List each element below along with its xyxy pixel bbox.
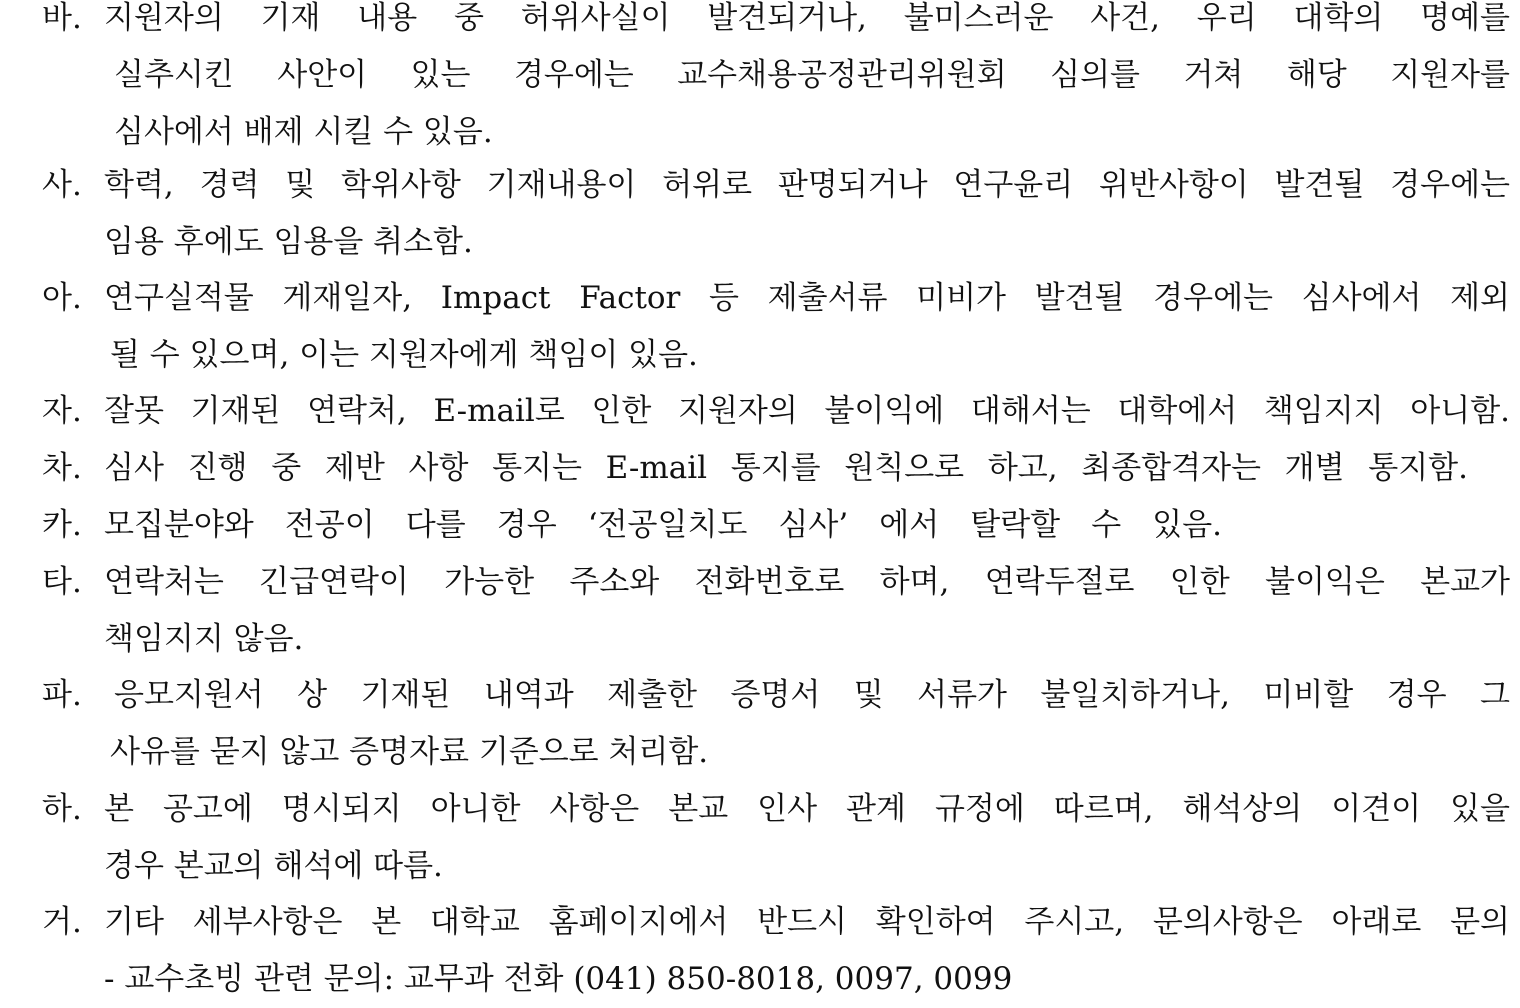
item-text-line: 사유를 묻지 않고 증명자료 기준으로 처리함. — [110, 734, 709, 770]
item-text-line: 응모지원서 상 기재된 내역과 제출한 증명서 및 서류가 불일치하거나, 미비할 경우 그 — [114, 677, 1510, 713]
list-item — [42, 894, 1510, 1008]
list-item — [42, 781, 1510, 895]
item-text-line: 될 수 있으며, 이는 지원자에게 책임이 있음. — [110, 337, 698, 373]
list-item — [42, 270, 1510, 384]
item-text-line: 심사에서 배제 시킬 수 있음. — [114, 114, 493, 150]
item-text-line: 연락처는 긴급연락이 가능한 주소와 전화번호로 하며, 연락두절로 인한 불이익은 본교가 — [104, 564, 1510, 600]
list-item — [42, 440, 1510, 497]
list-item — [42, 554, 1510, 668]
item-marker: 사. — [42, 167, 82, 203]
item-marker: 아. — [42, 280, 82, 316]
item-text-line: 모집분야와 전공이 다를 경우 ‘전공일치도 심사’ 에서 탈락할 수 있음. — [104, 507, 1222, 543]
item-marker: 타. — [42, 564, 82, 600]
list-item — [42, 667, 1510, 781]
item-marker: 차. — [42, 450, 82, 486]
item-text-line: 경우 본교의 해석에 따름. — [104, 848, 443, 884]
item-marker: 파. — [42, 677, 82, 713]
item-text-line: 기타 세부사항은 본 대학교 홈페이지에서 반드시 확인하여 주시고, 문의사항은 아래로 문의 — [104, 904, 1510, 940]
item-text-line: 심사 진행 중 제반 사항 통지는 E-mail 통지를 원칙으로 하고, 최종합격자는 개별 통지함. — [104, 450, 1468, 486]
contact-info-line: - 교수초빙 관련 문의: 교무과 전화 (041) 850-8018, 0097, 0099 — [104, 961, 1013, 997]
item-text-line: 학력, 경력 및 학위사항 기재내용이 허위로 판명되거나 연구윤리 위반사항이 발견될 경우에는 — [104, 167, 1510, 203]
item-text-line: 실추시킨 사안이 있는 경우에는 교수채용공정관리위원회 심의를 거쳐 해당 지원자를 — [114, 57, 1510, 93]
item-text-line: 연구실적물 게재일자, Impact Factor 등 제출서류 미비가 발견될 경우에는 심사에서 제외 — [104, 280, 1510, 316]
item-text-line: 임용 후에도 임용을 취소함. — [104, 224, 473, 260]
item-marker: 카. — [42, 507, 82, 543]
item-marker: 하. — [42, 791, 82, 827]
item-text-line: 잘못 기재된 연락처, E-mail로 인한 지원자의 불이익에 대해서는 대학에서 책임지지 아니함. — [104, 393, 1510, 429]
item-text-line: 지원자의 기재 내용 중 허위사실이 발견되거나, 불미스러운 사건, 우리 대학의 명예를 — [104, 0, 1510, 36]
list-item — [42, 157, 1510, 271]
item-marker: 바. — [42, 0, 82, 36]
item-text-line: 책임지지 않음. — [104, 621, 304, 657]
list-item — [42, 383, 1510, 440]
list-item — [42, 497, 1510, 554]
item-marker: 거. — [42, 904, 82, 940]
item-text-line: 본 공고에 명시되지 아니한 사항은 본교 인사 관계 규정에 따르며, 해석상의 이견이 있을 — [104, 791, 1510, 827]
item-marker: 자. — [42, 393, 82, 429]
list-item — [42, 0, 1510, 161]
